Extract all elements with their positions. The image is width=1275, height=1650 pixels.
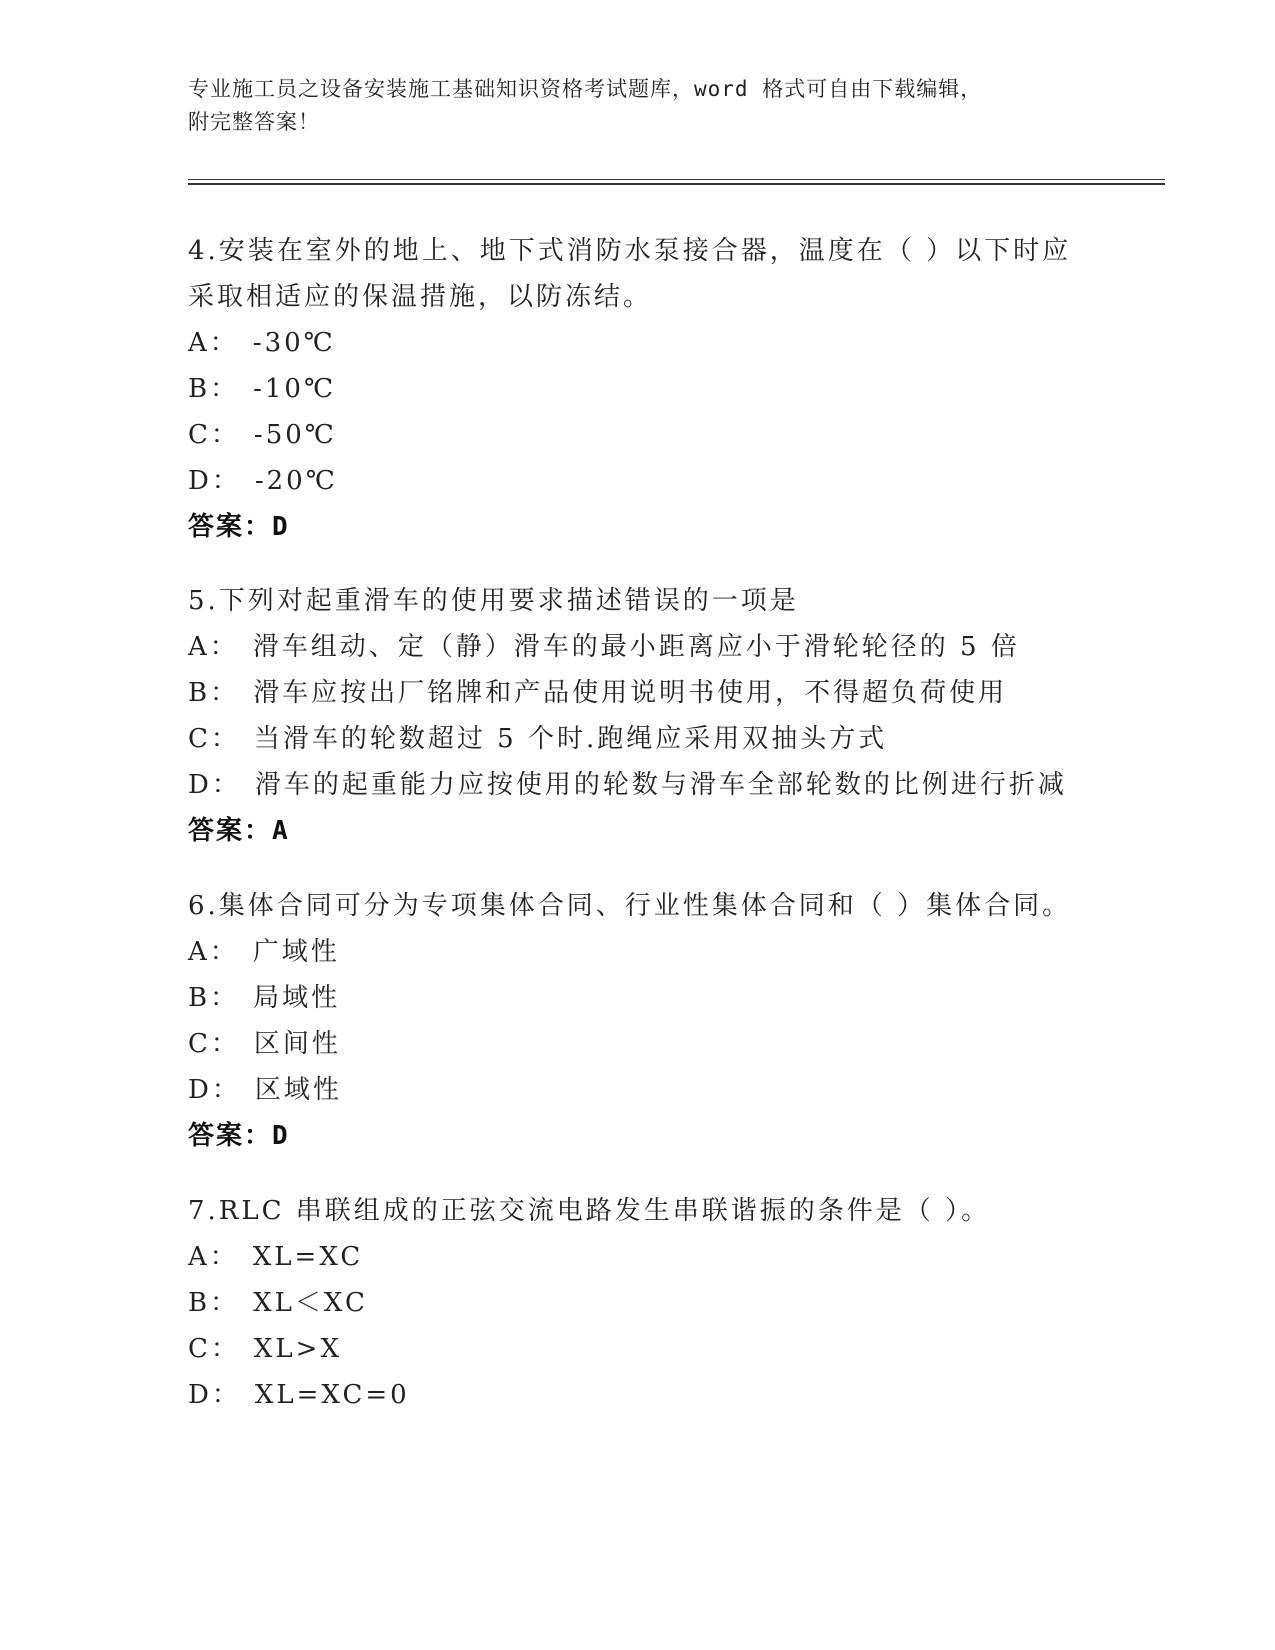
option-b [188,366,1168,412]
option-b [188,670,1168,716]
option-text: -20℃ [254,466,338,496]
option-letter: C： [188,1334,240,1364]
option-text: 滑车应按出厂铭牌和产品使用说明书使用，不得超负荷使用 [253,678,1008,708]
option-text: 滑车组动、定（静）滑车的最小距离应小于滑轮轮径的 5 倍 [252,632,1020,662]
header-line-2: 附完整答案！ [188,110,320,134]
answer-line: 答案：D [188,512,290,542]
option-a [188,929,1168,975]
option-d [188,762,1168,808]
option-text: 当滑车的轮数超过 5 个时.跑绳应采用双抽头方式 [253,724,888,754]
option-letter: B： [188,678,240,708]
option-letter: A： [188,1242,239,1272]
option-b [188,1280,1168,1326]
option-d [188,1372,1168,1418]
question-stem-line: 6.集体合同可分为专项集体合同、行业性集体合同和（ ）集体合同。 [188,891,1072,921]
option-a [188,624,1168,670]
option-c [188,716,1168,762]
document-header [188,73,1088,139]
header-divider-thick [188,183,1165,185]
option-letter: C： [188,724,240,754]
question-stem-line: 7.RLC 串联组成的正弦交流电路发生串联谐振的条件是（ ）。 [188,1196,991,1226]
option-letter: D： [188,466,241,496]
question-stem-line: 采取相适应的保温措施，以防冻结。 [188,282,653,312]
option-letter: B： [188,374,240,404]
option-d [188,1067,1168,1113]
option-letter: A： [188,328,239,358]
header-divider-thin [188,179,1165,180]
answer-line: 答案：D [188,1121,290,1151]
option-letter: B： [188,1288,240,1318]
option-letter: A： [188,632,239,662]
option-text: -30℃ [252,328,336,358]
option-letter: D： [188,1075,241,1105]
question-stem-line: 5.下列对起重滑车的使用要求描述错误的一项是 [188,586,799,616]
option-text: 局域性 [253,983,341,1013]
option-letter: C： [188,1029,240,1059]
option-letter: D： [188,1380,241,1410]
option-letter: B： [188,983,240,1013]
answer-line: 答案：A [188,816,290,846]
question-5 [188,578,1168,854]
option-d [188,458,1168,504]
option-text: 区域性 [254,1075,342,1105]
option-a [188,1234,1168,1280]
option-c [188,412,1168,458]
question-7 [188,1188,1168,1418]
option-text: 滑车的起重能力应按使用的轮数与滑车全部轮数的比例进行折减 [254,770,1067,800]
option-text: 区间性 [253,1029,341,1059]
option-c [188,1326,1168,1372]
option-text: XL=XC=0 [254,1380,410,1410]
question-4 [188,228,1168,550]
option-text: XL＜XC [253,1288,368,1318]
question-6 [188,883,1168,1159]
header-line-1: 专业施工员之设备安装施工基础知识资格考试题库，word 格式可自由下载编辑， [188,77,983,101]
option-text: -10℃ [253,374,337,404]
option-text: XL=XC [252,1242,364,1272]
option-text: 广域性 [252,937,340,967]
option-c [188,1021,1168,1067]
option-text: -50℃ [253,420,337,450]
option-letter: A： [188,937,239,967]
question-stem-line: 4.安装在室外的地上、地下式消防水泵接合器，温度在（ ）以下时应 [188,236,1072,266]
option-a [188,320,1168,366]
option-text: XL>X [253,1334,342,1364]
option-letter: C： [188,420,240,450]
option-letter: D： [188,770,241,800]
option-b [188,975,1168,1021]
